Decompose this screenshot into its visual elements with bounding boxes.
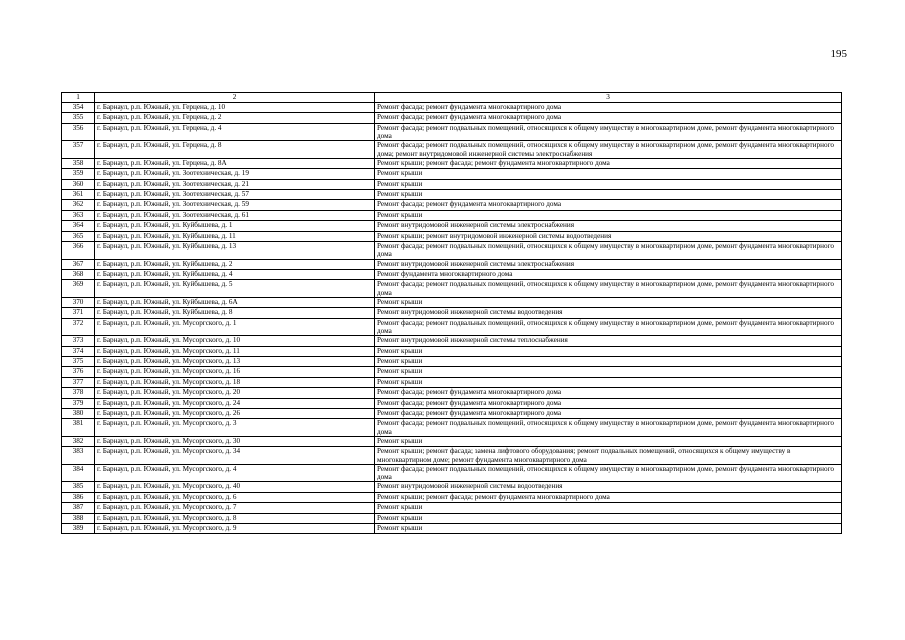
- address-cell: г. Барнаул, р.п. Южный, ул. Куйбышева, д. 13: [95, 242, 375, 260]
- table-row: [62, 103, 842, 113]
- address-cell: г. Барнаул, р.п. Южный, ул. Мусоргского, д. 1: [95, 318, 375, 336]
- work-description-cell: Ремонт крыши; ремонт внутридомовой инженерной системы водоотведения: [375, 231, 842, 241]
- address-cell: г. Барнаул, р.п. Южный, ул. Куйбышева, д. 6А: [95, 297, 375, 307]
- work-description-cell: Ремонт фасада; ремонт подвальных помещений, относящихся к общему имуществу в многоквартирном доме, ремонт фундамента многоквартирного дома; ремонт внутридомовой инженерной системы электроснабжения: [375, 141, 842, 159]
- table-row: [62, 231, 842, 241]
- row-number-cell: 387: [62, 503, 95, 513]
- row-number-cell: 384: [62, 464, 95, 482]
- table-row: [62, 398, 842, 408]
- row-number-cell: 376: [62, 367, 95, 377]
- work-description-cell: Ремонт крыши: [375, 190, 842, 200]
- row-number-cell: 363: [62, 210, 95, 220]
- table-row: [62, 200, 842, 210]
- work-description-cell: Ремонт фасада; ремонт фундамента многоквартирного дома: [375, 388, 842, 398]
- table-row: [62, 336, 842, 346]
- table-row: [62, 482, 842, 492]
- table-row: [62, 357, 842, 367]
- row-number-cell: 370: [62, 297, 95, 307]
- address-cell: г. Барнаул, р.п. Южный, ул. Зоотехническая, д. 61: [95, 210, 375, 220]
- table-row: [62, 297, 842, 307]
- work-description-cell: Ремонт внутридомовой инженерной системы водоотведения: [375, 308, 842, 318]
- address-cell: г. Барнаул, р.п. Южный, ул. Герцена, д. 8А: [95, 158, 375, 168]
- work-description-cell: Ремонт фасада; ремонт подвальных помещений, относящихся к общему имуществу в многоквартирном доме, ремонт фундамента многоквартирного дома: [375, 280, 842, 298]
- address-cell: г. Барнаул, р.п. Южный, ул. Мусоргского, д. 13: [95, 357, 375, 367]
- work-description-cell: Ремонт крыши: [375, 357, 842, 367]
- address-cell: г. Барнаул, р.п. Южный, ул. Мусоргского, д. 18: [95, 377, 375, 387]
- address-cell: г. Барнаул, р.п. Южный, ул. Куйбышева, д. 5: [95, 280, 375, 298]
- address-cell: г. Барнаул, р.п. Южный, ул. Куйбышева, д. 1: [95, 221, 375, 231]
- table-row: [62, 409, 842, 419]
- row-number-cell: 380: [62, 409, 95, 419]
- address-cell: г. Барнаул, р.п. Южный, ул. Герцена, д. 8: [95, 141, 375, 159]
- address-cell: г. Барнаул, р.п. Южный, ул. Мусоргского, д. 7: [95, 503, 375, 513]
- table-row: [62, 123, 842, 141]
- table-row: [62, 447, 842, 465]
- address-cell: г. Барнаул, р.п. Южный, ул. Мусоргского, д. 6: [95, 492, 375, 502]
- row-number-cell: 374: [62, 346, 95, 356]
- address-cell: г. Барнаул, р.п. Южный, ул. Мусоргского, д. 20: [95, 388, 375, 398]
- table-row: [62, 318, 842, 336]
- table-row: [62, 367, 842, 377]
- address-cell: г. Барнаул, р.п. Южный, ул. Куйбышева, д. 4: [95, 269, 375, 279]
- row-number-cell: 365: [62, 231, 95, 241]
- address-cell: г. Барнаул, р.п. Южный, ул. Куйбышева, д. 8: [95, 308, 375, 318]
- work-description-cell: Ремонт крыши: [375, 436, 842, 446]
- address-cell: г. Барнаул, р.п. Южный, ул. Мусоргского, д. 11: [95, 346, 375, 356]
- row-number-cell: 359: [62, 169, 95, 179]
- work-description-cell: Ремонт внутридомовой инженерной системы водоотведения: [375, 482, 842, 492]
- work-description-cell: Ремонт фасада; ремонт фундамента многоквартирного дома: [375, 103, 842, 113]
- table-row: [62, 346, 842, 356]
- address-cell: г. Барнаул, р.п. Южный, ул. Мусоргского, д. 10: [95, 336, 375, 346]
- address-cell: г. Барнаул, р.п. Южный, ул. Мусоргского, д. 16: [95, 367, 375, 377]
- row-number-cell: 354: [62, 103, 95, 113]
- table-row: [62, 503, 842, 513]
- row-number-cell: 364: [62, 221, 95, 231]
- address-cell: г. Барнаул, р.п. Южный, ул. Зоотехническая, д. 59: [95, 200, 375, 210]
- row-number-cell: 369: [62, 280, 95, 298]
- row-number-cell: 362: [62, 200, 95, 210]
- row-number-cell: 373: [62, 336, 95, 346]
- table-row: [62, 269, 842, 279]
- row-number-cell: 355: [62, 113, 95, 123]
- row-number-cell: 381: [62, 419, 95, 437]
- table-row: [62, 169, 842, 179]
- work-description-cell: Ремонт крыши: [375, 346, 842, 356]
- table-row: [62, 388, 842, 398]
- address-cell: г. Барнаул, р.п. Южный, ул. Мусоргского, д. 4: [95, 464, 375, 482]
- table-row: [62, 113, 842, 123]
- table-row: [62, 436, 842, 446]
- work-description-cell: Ремонт внутридомовой инженерной системы теплоснабжения: [375, 336, 842, 346]
- table-row: [62, 419, 842, 437]
- work-description-cell: Ремонт фасада; ремонт подвальных помещений, относящихся к общему имуществу в многоквартирном доме, ремонт фундамента многоквартирного дома: [375, 242, 842, 260]
- row-number-cell: 388: [62, 513, 95, 523]
- work-description-cell: Ремонт фасада; ремонт подвальных помещений, относящихся к общему имуществу в многоквартирном доме, ремонт фундамента многоквартирного дома: [375, 464, 842, 482]
- column-header-address: 2: [95, 93, 375, 103]
- row-number-cell: 378: [62, 388, 95, 398]
- row-number-cell: 386: [62, 492, 95, 502]
- address-cell: г. Барнаул, р.п. Южный, ул. Зоотехническая, д. 19: [95, 169, 375, 179]
- address-cell: г. Барнаул, р.п. Южный, ул. Мусоргского, д. 3: [95, 419, 375, 437]
- table-row: [62, 221, 842, 231]
- work-description-cell: Ремонт крыши: [375, 210, 842, 220]
- work-description-cell: Ремонт внутридомовой инженерной системы электроснабжения: [375, 259, 842, 269]
- address-cell: г. Барнаул, р.п. Южный, ул. Мусоргского, д. 8: [95, 513, 375, 523]
- work-description-cell: Ремонт крыши: [375, 179, 842, 189]
- address-cell: г. Барнаул, р.п. Южный, ул. Мусоргского, д. 30: [95, 436, 375, 446]
- work-description-cell: Ремонт фасада; ремонт фундамента многоквартирного дома: [375, 200, 842, 210]
- table-row: [62, 492, 842, 502]
- row-number-cell: 385: [62, 482, 95, 492]
- work-description-cell: Ремонт фасада; ремонт подвальных помещений, относящихся к общему имуществу в многоквартирном доме, ремонт фундамента многоквартирного дома: [375, 318, 842, 336]
- address-register-table: [61, 92, 842, 534]
- row-number-cell: 360: [62, 179, 95, 189]
- table-row: [62, 280, 842, 298]
- address-cell: г. Барнаул, р.п. Южный, ул. Мусоргского, д. 34: [95, 447, 375, 465]
- table-row: [62, 179, 842, 189]
- table-body: [62, 103, 842, 534]
- address-cell: г. Барнаул, р.п. Южный, ул. Герцена, д. 10: [95, 103, 375, 113]
- page-number: 195: [830, 48, 847, 60]
- table-row: [62, 524, 842, 534]
- row-number-cell: 389: [62, 524, 95, 534]
- table-row: [62, 141, 842, 159]
- row-number-cell: 356: [62, 123, 95, 141]
- row-number-cell: 375: [62, 357, 95, 367]
- address-cell: г. Барнаул, р.п. Южный, ул. Зоотехническая, д. 57: [95, 190, 375, 200]
- row-number-cell: 379: [62, 398, 95, 408]
- address-cell: г. Барнаул, р.п. Южный, ул. Куйбышева, д. 2: [95, 259, 375, 269]
- work-description-cell: Ремонт фасада; ремонт подвальных помещений, относящихся к общему имуществу в многоквартирном доме, ремонт фундамента многоквартирного дома: [375, 123, 842, 141]
- table-row: [62, 513, 842, 523]
- work-description-cell: Ремонт крыши: [375, 513, 842, 523]
- row-number-cell: 371: [62, 308, 95, 318]
- work-description-cell: Ремонт крыши: [375, 367, 842, 377]
- work-description-cell: Ремонт крыши: [375, 377, 842, 387]
- header-row: [62, 93, 842, 103]
- address-cell: г. Барнаул, р.п. Южный, ул. Мусоргского, д. 24: [95, 398, 375, 408]
- table-row: [62, 308, 842, 318]
- work-description-cell: Ремонт фасада; ремонт фундамента многоквартирного дома: [375, 113, 842, 123]
- work-description-cell: Ремонт крыши: [375, 524, 842, 534]
- row-number-cell: 358: [62, 158, 95, 168]
- table-row: [62, 464, 842, 482]
- address-cell: г. Барнаул, р.п. Южный, ул. Герцена, д. 4: [95, 123, 375, 141]
- work-description-cell: Ремонт крыши; ремонт фасада; замена лифтового оборудования; ремонт подвальных помещений, относящихся к общему имуществу в многоквартирном доме; ремонт фундамента многоквартирного дома: [375, 447, 842, 465]
- table-row: [62, 259, 842, 269]
- table-row: [62, 210, 842, 220]
- work-description-cell: Ремонт внутридомовой инженерной системы электроснабжения: [375, 221, 842, 231]
- row-number-cell: 367: [62, 259, 95, 269]
- row-number-cell: 366: [62, 242, 95, 260]
- row-number-cell: 382: [62, 436, 95, 446]
- work-description-cell: Ремонт крыши: [375, 503, 842, 513]
- work-description-cell: Ремонт крыши: [375, 169, 842, 179]
- address-cell: г. Барнаул, р.п. Южный, ул. Мусоргского, д. 40: [95, 482, 375, 492]
- table-row: [62, 377, 842, 387]
- row-number-cell: 377: [62, 377, 95, 387]
- table-row: [62, 190, 842, 200]
- row-number-cell: 372: [62, 318, 95, 336]
- table-row: [62, 158, 842, 168]
- work-description-cell: Ремонт фасада; ремонт фундамента многоквартирного дома: [375, 409, 842, 419]
- address-cell: г. Барнаул, р.п. Южный, ул. Мусоргского, д. 9: [95, 524, 375, 534]
- address-cell: г. Барнаул, р.п. Южный, ул. Герцена, д. 2: [95, 113, 375, 123]
- row-number-cell: 368: [62, 269, 95, 279]
- work-description-cell: Ремонт фасада; ремонт подвальных помещений, относящихся к общему имуществу в многоквартирном доме, ремонт фундамента многоквартирного дома: [375, 419, 842, 437]
- column-header-number: 1: [62, 93, 95, 103]
- column-header-work: 3: [375, 93, 842, 103]
- work-description-cell: Ремонт крыши; ремонт фасада; ремонт фундамента многоквартирного дома: [375, 158, 842, 168]
- row-number-cell: 361: [62, 190, 95, 200]
- work-description-cell: Ремонт фундамента многоквартирного дома: [375, 269, 842, 279]
- address-cell: г. Барнаул, р.п. Южный, ул. Зоотехническая, д. 21: [95, 179, 375, 189]
- address-cell: г. Барнаул, р.п. Южный, ул. Мусоргского, д. 26: [95, 409, 375, 419]
- row-number-cell: 383: [62, 447, 95, 465]
- table-row: [62, 242, 842, 260]
- work-description-cell: Ремонт крыши: [375, 297, 842, 307]
- work-description-cell: Ремонт крыши; ремонт фасада; ремонт фундамента многоквартирного дома: [375, 492, 842, 502]
- work-description-cell: Ремонт фасада; ремонт фундамента многоквартирного дома: [375, 398, 842, 408]
- row-number-cell: 357: [62, 141, 95, 159]
- address-cell: г. Барнаул, р.п. Южный, ул. Куйбышева, д. 11: [95, 231, 375, 241]
